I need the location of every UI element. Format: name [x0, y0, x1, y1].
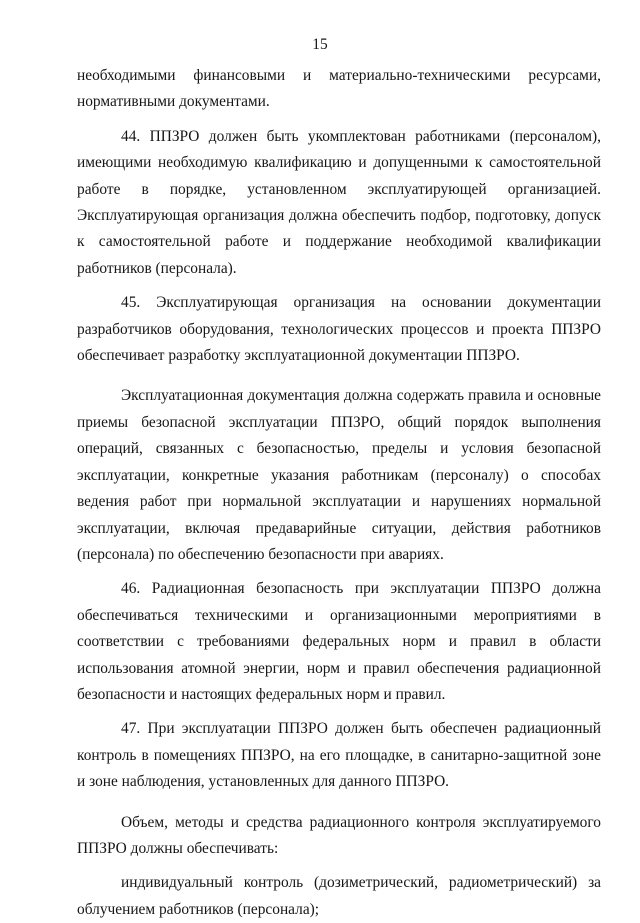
- paragraph-item-46: 46. Радиационная безопасность при эксплуатации ППЗРО должна обеспечиваться техническими и организационными мероприятиями в соответствии с требованиями федеральных норм и правил в области использования атомной энергии, норм и правил обеспечения радиационной безопасности и настоящих федеральных норм и правил.: [77, 580, 601, 703]
- page-number: 15: [312, 36, 328, 53]
- paragraph-item-47: 47. При эксплуатации ППЗРО должен быть обеспечен радиационный контроль в помещениях ППЗРО, на его площадке, в санитарно-защитной зоне и зоне наблюдения, установленных для данного ППЗРО.: [77, 720, 601, 791]
- paragraph-item-44: 44. ППЗРО должен быть укомплектован работниками (персоналом), имеющими необходимую квалификацию и допущенными к самостоятельной работе в порядке, установленном эксплуатирующей организацией. Эксплуатирующая организация должна обеспечить подбор, подготовку, допуск к самостоятельной работе и поддержание необходимой квалификации работников (персонала).: [77, 127, 601, 277]
- paragraph-individual-control: индивидуальный контроль (дозиметрический, радиометрический) за облучением работников (персонала);: [77, 874, 601, 918]
- paragraph-item-45: 45. Эксплуатирующая организация на основании документации разработчиков оборудования, технологических процессов и проекта ППЗРО обеспечивает разработку эксплуатационной документации ППЗРО.: [77, 294, 601, 365]
- paragraph-continuation: необходимыми финансовыми и материально-техническими ресурсами, нормативными документами.: [77, 67, 601, 111]
- paragraph-radiation-control-scope: Объем, методы и средства радиационного контроля эксплуатируемого ППЗРО должны обеспечивать:: [77, 813, 601, 857]
- document-body: [77, 63, 601, 923]
- paragraph-operational-documentation: Эксплуатационная документация должна содержать правила и основные приемы безопасной эксплуатации ППЗРО, общий порядок выполнения операций, связанных с безопасностью, пределы и условия безопасной эксплуатации, конкретные указания работникам (персоналу) о способах ведения работ при нормальной эксплуатации и нарушениях нормальной эксплуатации, включая предаварийные ситуации, действия работников (персонала) по обеспечению безопасности при авариях.: [77, 387, 601, 563]
